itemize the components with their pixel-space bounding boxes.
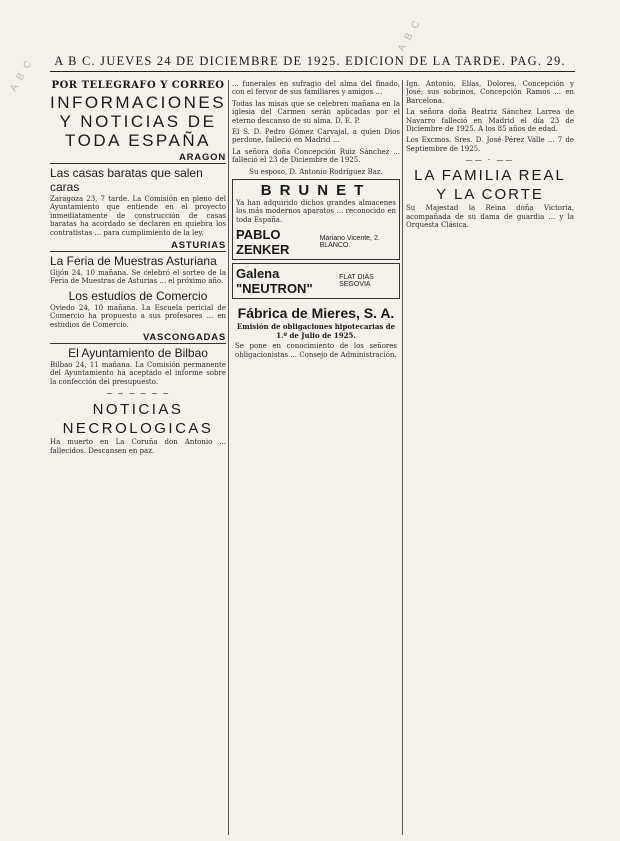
- kicker: POR TELEGRAFO Y CORREO: [51, 80, 225, 91]
- article-body: Oviedo 24, 10 mañana. La Escuela pericial de Comercio ha propuesto a sus profesores ... en estudios de Comercio.: [50, 303, 226, 329]
- article-body: Su Majestad la Reina doña Victoria, acompañada de su dama de guardia ... y la Orquesta Clásica.: [406, 204, 574, 230]
- article-body: Ha muerto en La Coruña don Antonio ... fallecidos. Descansen en paz.: [50, 438, 226, 455]
- advertisement-brunet: [232, 179, 400, 260]
- section-headline: NOTICIAS NECROLOGICAS: [62, 401, 214, 438]
- article-title: Los estudios de Comercio: [68, 288, 208, 303]
- article-body: La señora doña Concepción Ruiz Sánchez ... falleció el 23 de Diciembre de 1925.: [232, 147, 400, 165]
- ad-subtitle: Emisión de obligaciones hipotecarias de 1.º de Julio de 1925.: [236, 322, 396, 341]
- ad-footer: [236, 227, 396, 257]
- article-body: Gijón 24, 10 mañana. Se celebró el sorteo de la Feria de Muestras de Asturias ... el próximo año.: [50, 269, 226, 286]
- watermark-left: A B C: [8, 57, 36, 94]
- article-body: Todas las misas que se celebren mañana en la iglesia del Carmen serán aplicadas por el eterno descanso de su alma. D. E. P.: [232, 99, 400, 125]
- region-label: ARAGON: [50, 152, 226, 164]
- ad-title: BRUNET: [260, 182, 372, 200]
- column-2: [232, 80, 400, 835]
- article-body: Ign. Antonio, Elías, Dolores, Concepción y José; sus sobrinos, Concepción Ramos ... en Barcelona.: [406, 80, 574, 105]
- article-body: Su esposo, D. Antonio Rodríguez Baz.: [249, 167, 383, 176]
- article-body: Bilbao 24, 11 mañana. La Comisión permanente del Ayuntamiento ha aceptado el informe sobre la confección del presupuesto.: [50, 361, 226, 386]
- ad-body: Se pone en conocimiento de los señores obligacionistas ... Consejo de Administración.: [235, 342, 397, 359]
- ad-body: Ya han adquirido dichos grandes almacenes los más modernos aparatos ... reconocido en toda España.: [236, 199, 396, 224]
- region-label: VASCONGADAS: [50, 332, 226, 344]
- ad-title: Fábrica de Mieres, S. A.: [237, 305, 395, 322]
- article-title: La Feria de Muestras Asturiana: [50, 254, 217, 269]
- article-body: El S. D. Pedro Gómez Carvajal, a quien Dios perdone, falleció en Madrid ...: [232, 128, 400, 145]
- advertisement-neutron: [232, 263, 400, 299]
- article-body: La señora doña Beatriz Sánchez Larrea de Navarro falleció en Madrid el día 23 de Diciembre de 1925. A los 85 años de edad.: [406, 108, 574, 134]
- region-label: ASTURIAS: [50, 240, 226, 252]
- ad-row: [236, 266, 396, 296]
- ornament-divider: ~ ~ ~ ~ ~ ~: [106, 389, 170, 399]
- ad-product: Galena "NEUTRON": [236, 266, 313, 297]
- article-body: Los Excmos. Sres. D. José Pérez Valle ... 7 de Septiembre de 1925.: [406, 136, 574, 153]
- watermark-right: A B C: [396, 17, 424, 54]
- advertisement-mieres: [232, 302, 400, 364]
- column-1: [50, 80, 226, 835]
- section-headline: LA FAMILIA REAL Y LA CORTE: [414, 167, 566, 204]
- article-title: El Ayuntamiento de Bilbao: [68, 346, 208, 361]
- masthead: A B C. JUEVES 24 DE DICIEMBRE DE 1925. EDICION DE LA TARDE. PAG. 29.: [54, 54, 566, 68]
- ad-address: Mariano Vicente, 2. BLANCO.: [319, 235, 380, 250]
- page-headline: INFORMACIONES Y NOTICIAS DE TODA ESPAÑA: [50, 93, 226, 150]
- ad-note: FLAT DIAS SEGOVIA: [339, 274, 374, 289]
- article-title: Las casas baratas que salen caras: [50, 166, 203, 194]
- article-body: ... funerales en sufragio del alma del finado, con el fervor de sus familiares y amigos ...: [232, 80, 400, 97]
- column-divider-2: [402, 80, 403, 835]
- article-body: Zaragoza 23, 7 tarde. La Comisión en pleno del Ayuntamiento que entiende en el proyecto inmediatamente de construcción de casas baratas ha acordado se declaren en quiebra los contratistas ... para cumplimiento de la ley.: [50, 195, 226, 237]
- ad-firm: PABLO ZENKER: [236, 227, 290, 258]
- column-divider-1: [228, 80, 229, 835]
- column-3: [406, 80, 574, 835]
- header-rule: [50, 71, 575, 72]
- divider: —— · ——: [465, 156, 515, 165]
